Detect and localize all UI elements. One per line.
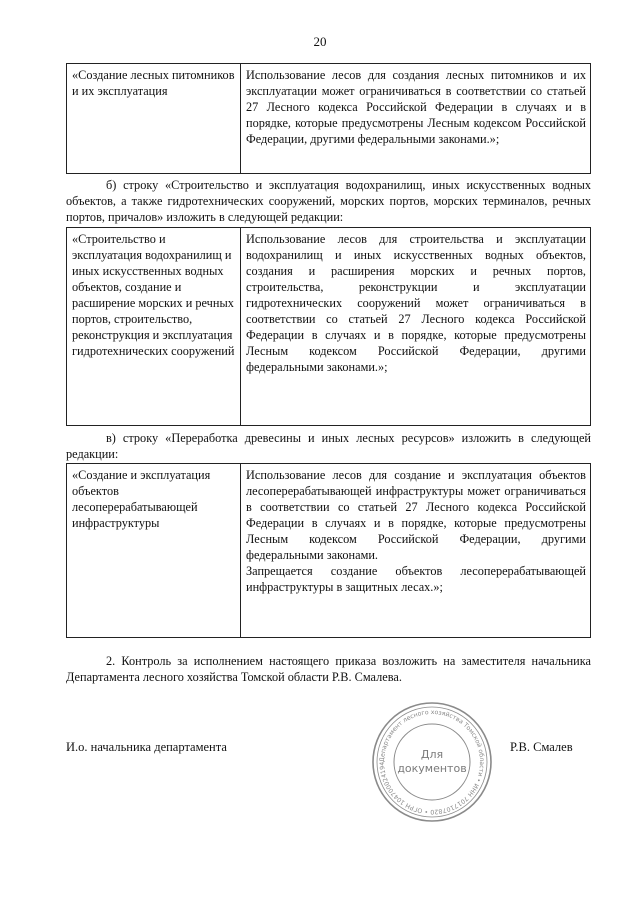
- signatory-position: И.о. начальника департамента: [66, 740, 227, 754]
- table-row: [67, 464, 591, 638]
- amendment-paragraph-v: в) строку «Переработка древесины и иных лесных ресурсов» изложить в следующей редакции:: [66, 431, 591, 461]
- table-cell-description: [241, 64, 591, 174]
- table-wood-processing: [66, 463, 591, 638]
- official-stamp: [370, 700, 494, 824]
- page-number: 20: [313, 34, 327, 49]
- amendment-paragraph-b: б) строку «Строительство и эксплуатация водохранилищ, иных искусственных водных объектов, а также гидротехнических сооружений, морских портов, морских терминалов, речных портов, причалов» изложить в следующей редакции:: [66, 178, 591, 224]
- description-paragraph: Запрещается создание объектов лесоперерабатывающей инфраструктуры в защитных лесах.»;: [246, 564, 586, 594]
- table-nursery: [66, 63, 591, 174]
- table-cell-activity: «Создание и эксплуатация объектов лесоперерабатывающей инфраструктуры: [67, 464, 241, 638]
- table-cell-description: [241, 464, 591, 638]
- table-reservoirs: [66, 227, 591, 426]
- description-paragraph: Использование лесов для создание и эксплуатация объектов лесоперерабатывающей инфраструктуры может ограничиваться в соответствии со статьей 27 Лесного кодекса Российской Федерации в случаях и в порядке, которые предусмотрены Лесным кодексом Российской Федерации, другими федеральными законами.: [246, 468, 586, 562]
- description-paragraph: Использование лесов для строительства и эксплуатации водохранилищ и иных искусственных водных объектов, создания и расширения морских и речных портов, строительства, реконструкции и эксплуатации гидротехнических сооружений может ограничиваться в соответствии со статьей 27 Лесного кодекса Российской Федерации в случаях и в порядке, которые предусмотрены Лесным кодексом Российской Федерации, другими федеральными законами.»;: [246, 232, 586, 374]
- stamp-ring-text: Департамент лесного хозяйства Томской области • ИНН 7017107820 • ОГРН 104700024194: [378, 708, 486, 816]
- table-row: [67, 228, 591, 426]
- stamp-center-line2: документов: [397, 762, 467, 775]
- description-paragraph: Использование лесов для создания лесных питомников и их эксплуатации может ограничиваться в соответствии со статьей 27 Лесного кодекса Российской Федерации в случаях и в порядке, которые предусмотрены Лесным кодексом Российской Федерации, другими федеральными законами.»;: [246, 68, 586, 146]
- table-row: [67, 64, 591, 174]
- stamp-center-line1: Для: [420, 748, 444, 761]
- table-cell-activity: «Строительство и эксплуатация водохранилищ и иных искусственных водных объектов, создание и расширение морских и речных портов, строительство, реконструкция и эксплуатация гидротехнических сооружений: [67, 228, 241, 426]
- signatory-name: Р.В. Смалев: [510, 740, 573, 754]
- table-cell-description: [241, 228, 591, 426]
- table-cell-activity: «Создание лесных питомников и их эксплуатация: [67, 64, 241, 174]
- control-paragraph: 2. Контроль за исполнением настоящего приказа возложить на заместителя начальника Департамента лесного хозяйства Томской области Р.В. Смалева.: [66, 654, 591, 684]
